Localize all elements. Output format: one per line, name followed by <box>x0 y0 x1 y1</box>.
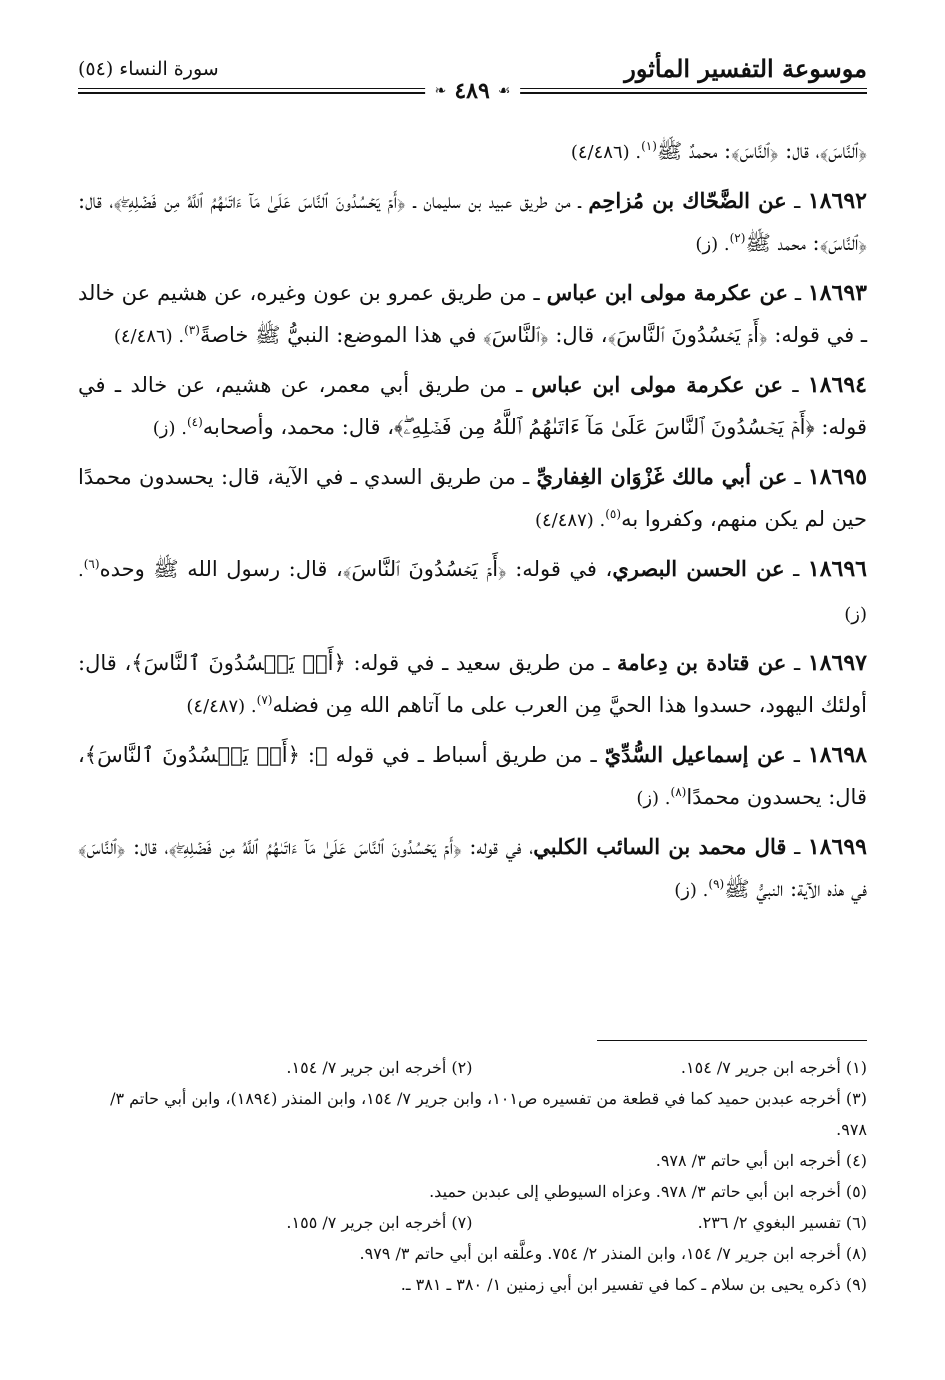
paragraph-text: ، في قوله: ﴿أَمۡ يَحۡسُدُونَ ٱلنَّاسَ عَلَىٰ مَآ ءَاتَىٰهُمُ ٱللَّهُ مِن فَضۡلِهِۦۖ﴾، قال: ﴿ٱلنَّاسَ﴾ في هذه الآية: النبيُّ ﷺ <box>78 835 867 901</box>
footnote: (٢) أخرجه ابن جرير ٧/ ١٥٤. <box>286 1058 473 1077</box>
footnote-row <box>78 1207 867 1238</box>
paragraph: ١٨٦٩٤ ـ عن عكرمة مولى ابن عباس ـ من طريق أبي معمر، عن هشيم، عن خالد ـ في قوله: ﴿أَمۡ يَحۡسُدُونَ ٱلنَّاسَ عَلَىٰ مَآ ءَاتَىٰهُمُ ٱللَّهُ مِن فَضۡلِهِۦۖ﴾، قال: محمد، وأصحابه$^{(٤)}$. (ز) <box>78 372 867 439</box>
reference: . (ز) <box>674 880 709 901</box>
surah-title: سورة النساء (٥٤) <box>78 58 219 80</box>
entry-number: ١٨٦٩٧ <box>807 650 867 676</box>
reference: . (ز) <box>152 418 187 439</box>
footnote-row <box>78 1052 867 1083</box>
reference: . (ز) <box>695 234 730 255</box>
paragraph: ١٨٦٩٩ ـ قال محمد بن السائب الكلبي، في قوله: ﴿أَمۡ يَحۡسُدُونَ ٱلنَّاسَ عَلَىٰ مَآ ءَاتَىٰهُمُ ٱللَّهُ مِن فَضۡلِهِۦۖ﴾، قال: ﴿ٱلنَّاسَ﴾ في هذه الآية: النبيُّ ﷺ$^{(٩)}$. (ز) <box>78 834 867 901</box>
reference: . (٤/٤٨٧) <box>534 510 606 531</box>
footnote-ref: (٦) <box>83 557 100 571</box>
book-title: موسوعة التفسير المأثور <box>624 54 867 83</box>
footnote-ref: (٢) <box>729 231 746 245</box>
footnote-separator <box>597 1040 867 1041</box>
entry-number: ١٨٦٩٢ <box>807 188 867 214</box>
narrator-name: عن الضَّحّاك بن مُزاحِم <box>588 188 787 213</box>
reference: . (ز) <box>78 560 867 625</box>
paragraph-text: ـ من طريق السدي ـ في الآية، قال: يحسدون محمدًا حين لم يكن منهم، وكفروا به <box>78 465 867 531</box>
footnote: (٤) أخرجه ابن أبي حاتم ٣/ ٩٧٨. <box>655 1151 867 1170</box>
narrator-name: عن أبي مالك غَزْوَان الغِفاريِّ <box>536 464 788 489</box>
footnotes <box>78 1052 867 1300</box>
entry-number: ١٨٦٩٤ <box>807 372 867 398</box>
paragraph-text: ، في قوله: ﴿أَمۡ يَحۡسُدُونَ ٱلنَّاسَ﴾، قال: رسول الله ﷺ وحده <box>99 557 613 581</box>
footnote-ref: (١) <box>641 139 657 153</box>
narrator-name: عن قتادة بن دِعامة <box>616 650 787 675</box>
reference: . (ز) <box>636 788 671 809</box>
footnote-ref: (٧) <box>256 693 273 707</box>
page-header <box>78 50 867 104</box>
paragraph: ١٨٦٩٧ ـ عن قتادة بن دِعامة ـ من طريق سعيد ـ في قوله: ﴿أَمۡ يَحۡسُدُونَ ٱلنَّاسَ﴾، قال: أولئك اليهود، حسدوا هذا الحيَّ مِن العرب على ما آتاهم الله مِن فضله$^{(٧)}$. (٤/٤٨٧) <box>78 650 867 717</box>
paragraph-text: ـ من طريق سعيد ـ في قوله: ﴿أَمۡ يَحۡسُدُونَ ٱلنَّاسَ﴾، قال: أولئك اليهود، حسدوا هذا الحيَّ مِن العرب على ما آتاهم الله مِن فضله <box>78 651 867 717</box>
ornament-icon: ❧ <box>434 83 447 99</box>
paragraph-text: ﴿ٱلنَّاسَ﴾، قال: ﴿ٱلنَّاسَ﴾: محمدٌ ﷺ <box>656 139 867 163</box>
reference: . (٤/٤٨٦) <box>570 142 642 163</box>
footnote: (٨) أخرجه ابن جرير ٧/ ١٥٤، وابن المنذر ٢/ ٧٥٤. وعلَّقه ابن أبي حاتم ٣/ ٩٧٩. <box>359 1244 867 1263</box>
entry-number: ١٨٦٩٩ <box>807 834 867 860</box>
narrator-name: عن عكرمة مولى ابن عباس <box>531 372 783 397</box>
footnote: (٧) أخرجه ابن جرير ٧/ ١٥٥. <box>286 1213 473 1232</box>
paragraph: ١٨٦٩٦ ـ عن الحسن البصري، في قوله: ﴿أَمۡ يَحۡسُدُونَ ٱلنَّاسَ﴾، قال: رسول الله ﷺ وحده$^{(٦)}$. (ز) <box>78 556 867 625</box>
main-text <box>78 130 867 918</box>
footnote: (٥) أخرجه ابن أبي حاتم ٣/ ٩٧٨. وعزاه السيوطي إلى عبدبن حميد. <box>429 1182 867 1201</box>
footnote: (٩) ذكره يحيى بن سلام ـ كما في تفسير ابن أبي زمنين ١/ ٣٨٠ ـ ٣٨١ ـ. <box>400 1275 867 1294</box>
paragraph: ١٨٦٩٢ ـ عن الضَّحّاك بن مُزاحِم ـ من طريق عبيد بن سليمان ـ ﴿أَمۡ يَحۡسُدُونَ ٱلنَّاسَ عَلَىٰ مَآ ءَاتَىٰهُمُ ٱللَّهُ مِن فَضۡلِهِۦۖ﴾، قال: ﴿ٱلنَّاسَ﴾: محمد ﷺ$^{(٢)}$. (ز) <box>78 188 867 255</box>
paragraph-text: ـ من طريق أسباط ـ في قوله ﷻ: ﴿أَمۡ يَحۡسُدُونَ ٱلنَّاسَ﴾، قال: يحسدون محمدًا <box>78 743 867 809</box>
paragraph-text: ـ من طريق عبيد بن سليمان ـ ﴿أَمۡ يَحۡسُدُونَ ٱلنَّاسَ عَلَىٰ مَآ ءَاتَىٰهُمُ ٱللَّهُ مِن فَضۡلِهِۦۖ﴾، قال: ﴿ٱلنَّاسَ﴾: محمد ﷺ <box>78 189 867 255</box>
narrator-name: عن إسماعيل السُّدِّيّ <box>604 742 786 767</box>
footnote-ref: (٤) <box>186 415 203 429</box>
paragraph <box>78 130 867 174</box>
page-number: ٤٨٩ <box>454 78 490 104</box>
entry-number: ١٨٦٩٣ <box>807 280 867 306</box>
paragraph-text: ـ من طريق أبي معمر، عن هشيم، عن خالد ـ في قوله: ﴿أَمۡ يَحۡسُدُونَ ٱلنَّاسَ عَلَىٰ مَآ ءَاتَىٰهُمُ ٱللَّهُ مِن فَضۡلِهِۦۖ﴾، قال: محمد، وأصحابه <box>78 373 867 439</box>
entry-number: ١٨٦٩٥ <box>807 464 868 490</box>
footnote-ref: (٩) <box>708 877 725 891</box>
footnote: (٦) تفسير البغوي ٢/ ٢٣٦. <box>697 1213 867 1232</box>
paragraph: ١٨٦٩٨ ـ عن إسماعيل السُّدِّيّ ـ من طريق أسباط ـ في قوله ﷻ: ﴿أَمۡ يَحۡسُدُونَ ٱلنَّاسَ﴾، قال: يحسدون محمدًا$^{(٨)}$. (ز) <box>78 742 867 809</box>
page-number-box <box>425 78 521 104</box>
narrator-name: قال محمد بن السائب الكلبي <box>533 834 787 859</box>
paragraph-text: ـ من طريق عمرو بن عون وغيره، عن هشيم عن خالد ـ في قوله: ﴿أَمۡ يَحۡسُدُونَ ٱلنَّاسَ﴾، قال: ﴿ٱلنَّاسَ﴾ في هذا الموضع: النبيُّ ﷺ خاصةً <box>78 281 867 347</box>
entry-number: ١٨٦٩٦ <box>807 556 867 582</box>
footnote-ref: (٣) <box>184 323 200 337</box>
footnote-ref: (٨) <box>670 785 687 799</box>
reference: . (٤/٤٨٦) <box>113 326 185 347</box>
narrator-name: عن عكرمة مولى ابن عباس <box>546 280 788 305</box>
paragraph: ١٨٦٩٣ ـ عن عكرمة مولى ابن عباس ـ من طريق عمرو بن عون وغيره، عن هشيم عن خالد ـ في قوله: ﴿أَمۡ يَحۡسُدُونَ ٱلنَّاسَ﴾، قال: ﴿ٱلنَّاسَ﴾ في هذا الموضع: النبيُّ ﷺ خاصةً$^{(٣)}$. (٤/٤٨٦) <box>78 280 867 347</box>
footnote: (١) أخرجه ابن جرير ٧/ ١٥٤. <box>680 1058 867 1077</box>
paragraph: ١٨٦٩٥ ـ عن أبي مالك غَزْوَان الغِفاريِّ ـ من طريق السدي ـ في الآية، قال: يحسدون محمدًا حين لم يكن منهم، وكفروا به$^{(٥)}$. (٤/٤٨٧) <box>78 464 868 531</box>
reference: . (٤/٤٨٧) <box>186 696 257 717</box>
footnote: (٣) أخرجه عبدبن حميد كما في قطعة من تفسيره ص١٠١، وابن جرير ٧/ ١٥٤، وابن المنذر (١٨٩٤)، وابن أبي حاتم ٣/ ٩٧٨. <box>110 1089 867 1139</box>
narrator-name: عن الحسن البصري <box>612 556 785 581</box>
entry-number: ١٨٦٩٨ <box>807 742 867 768</box>
footnote-ref: (٥) <box>605 507 622 521</box>
ornament-icon: ☙ <box>497 83 511 99</box>
